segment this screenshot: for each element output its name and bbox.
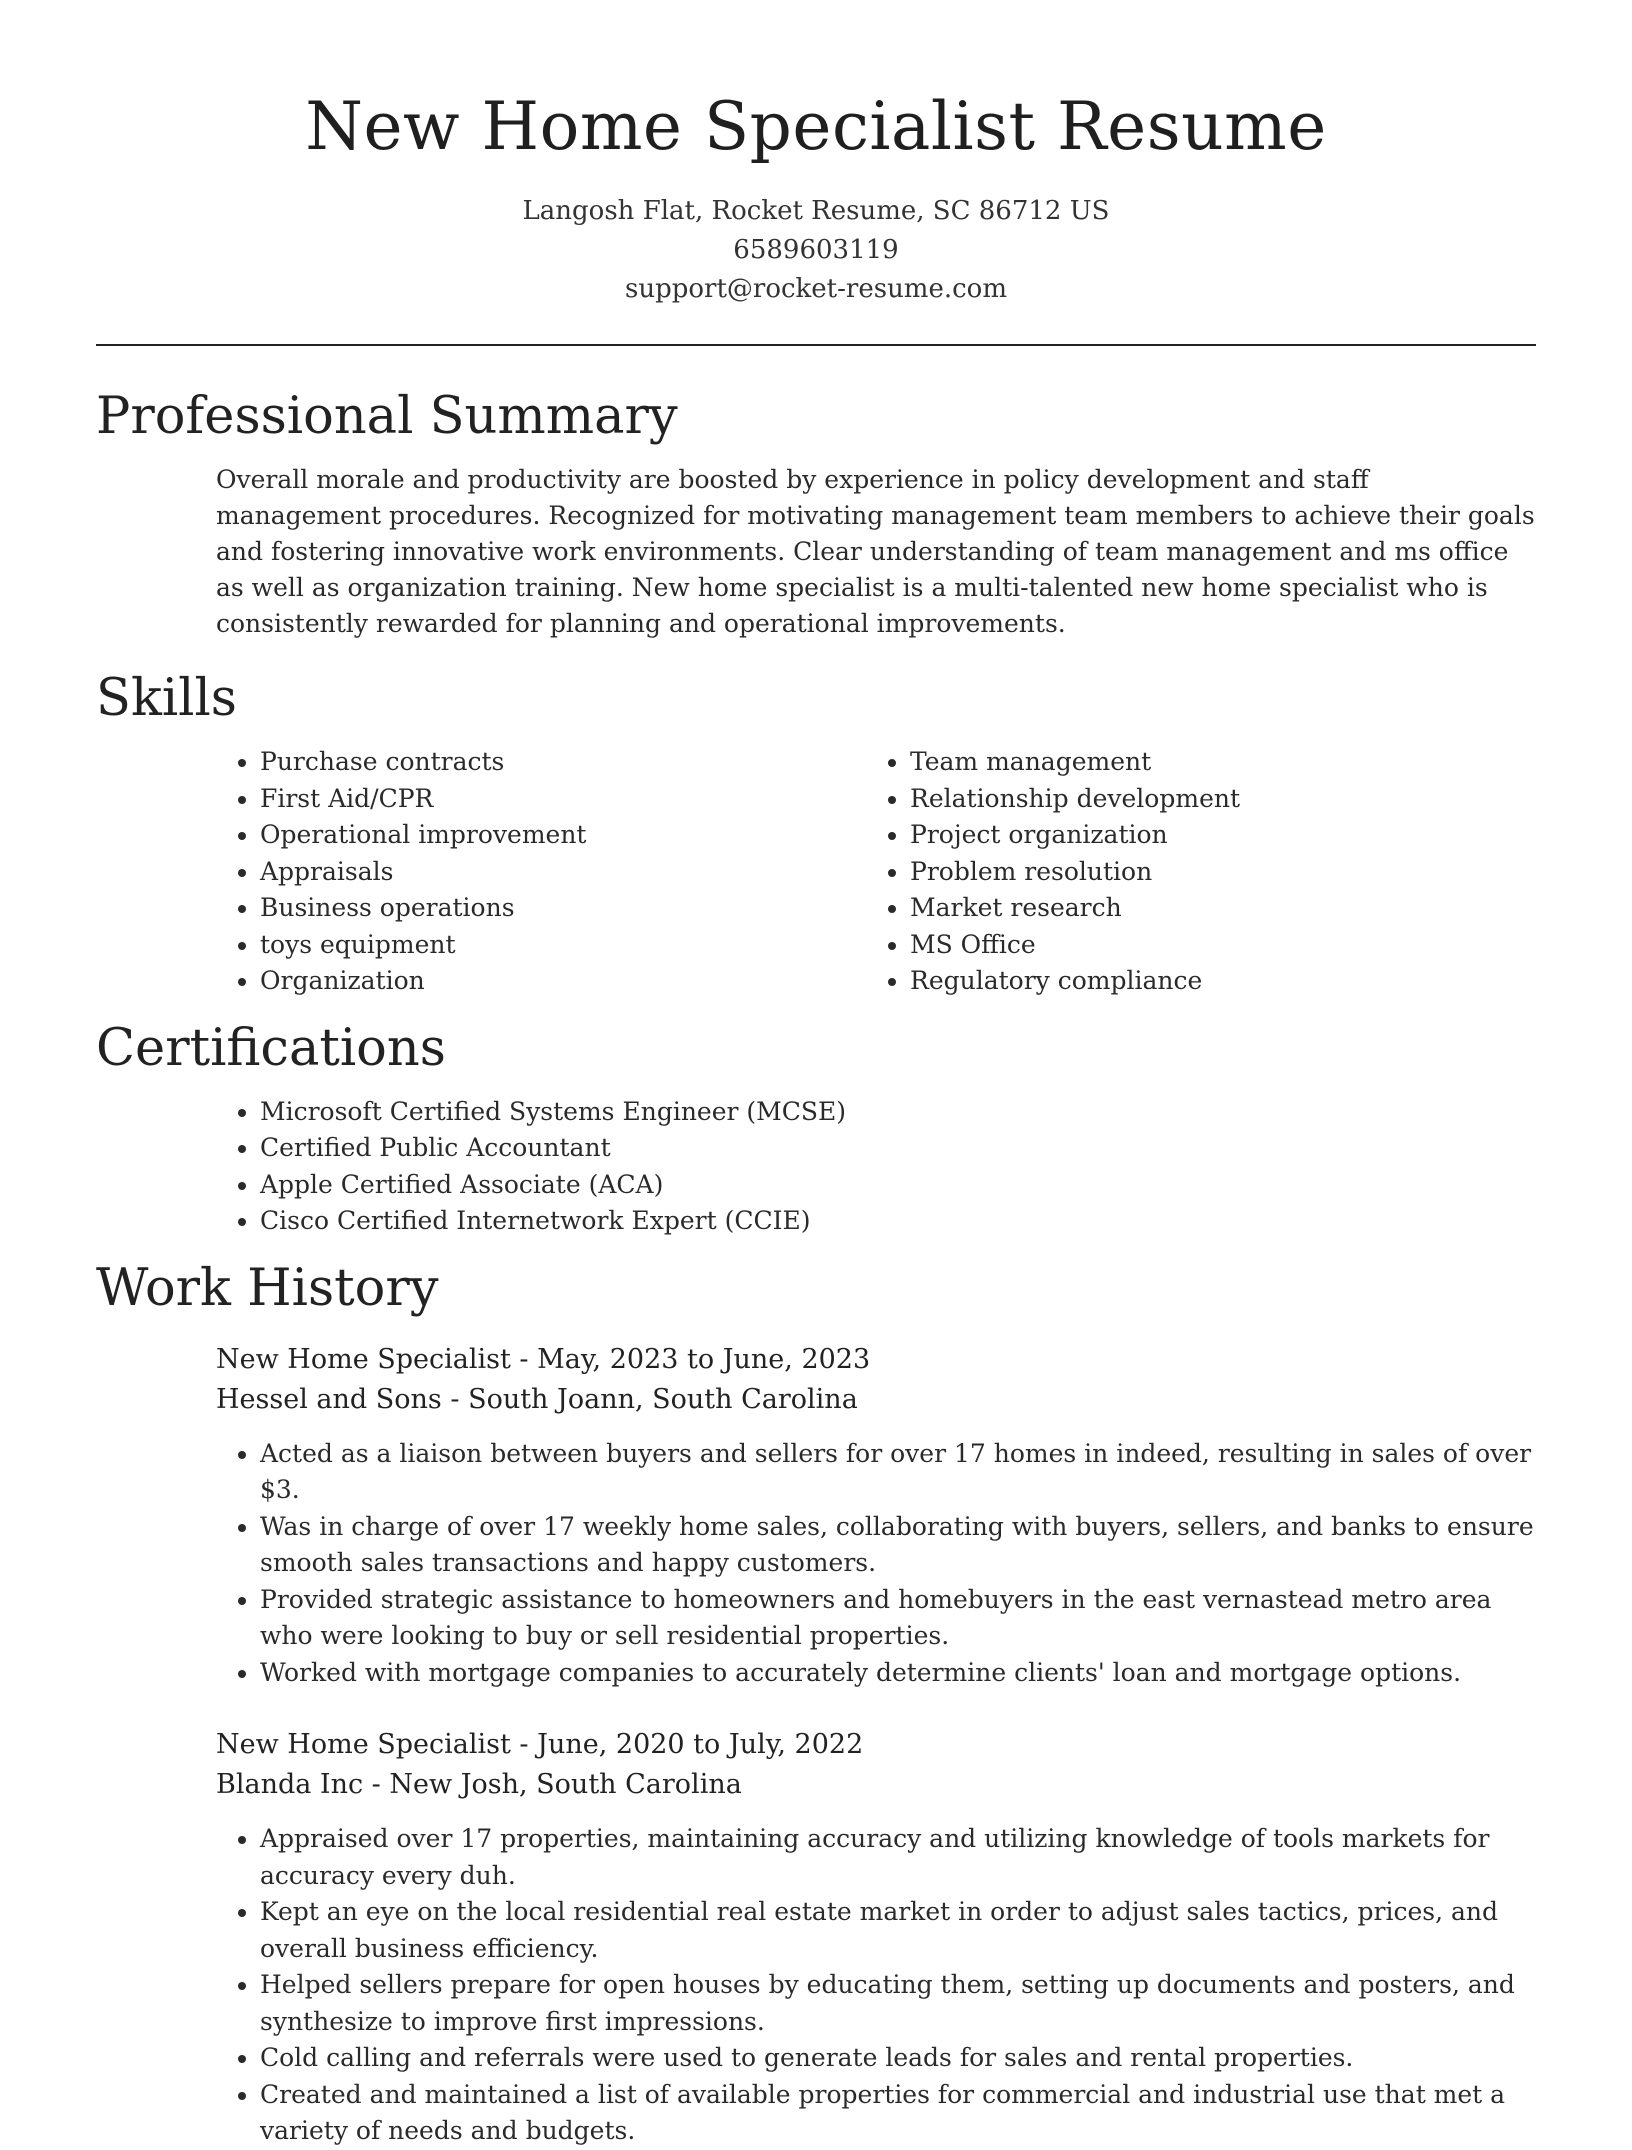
job-title-line: New Home Specialist - June, 2020 to July, 2022 [216, 1729, 864, 1760]
job-bullets [216, 1821, 1536, 2150]
skill-item: • toys equipment [260, 927, 866, 964]
summary-heading: Professional Summary [96, 387, 678, 446]
skill-item: • Purchase contracts [260, 744, 866, 781]
contact-email: support@rocket-resume.com [624, 274, 1007, 304]
job-company-line: Hessel and Sons - South Joann, South Carolina [216, 1383, 858, 1415]
skills-list-left [216, 744, 866, 1000]
job-bullet: • Helped sellers prepare for open houses by educating them, setting up documents and posters, and synthesize to improve first impressions. [260, 1967, 1536, 2040]
certification-item: • Certified Public Accountant [260, 1130, 1536, 1167]
skill-item: • Regulatory compliance [910, 963, 1516, 1000]
job-bullet: • Acted as a liaison between buyers and sellers for over 17 homes in indeed, resulting in sales of over $3. [260, 1436, 1536, 1509]
skill-item: • Organization [260, 963, 866, 1000]
skills-columns [216, 744, 1536, 1000]
skill-item: • Market research [910, 890, 1516, 927]
job-title-line: New Home Specialist - May, 2023 to June, 2023 [216, 1343, 871, 1375]
skill-item: • Team management [910, 744, 1516, 781]
summary-text: Overall morale and productivity are boosted by experience in policy development and staff management procedures. Recognized for motivating management team members to achieve their goals and fostering innovative work environments. Clear understanding of team management and ms office as well as organization training. New home specialist is a multi-talented new home specialist who is consistently rewarded for planning and operational improvements. [216, 465, 1535, 638]
skill-item: • Appraisals [260, 854, 866, 891]
contact-phone: 6589603119 [733, 235, 899, 265]
certifications-list [216, 1094, 1536, 1240]
job-bullet: • Kept an eye on the local residential real estate market in order to adjust sales tactics, prices, and overall business efficiency. [260, 1894, 1536, 1967]
certification-item: • Cisco Certified Internetwork Expert (CCIE) [260, 1203, 1536, 1240]
contact-address: Langosh Flat, Rocket Resume, SC 86712 US [522, 196, 1110, 226]
contact-block [96, 192, 1536, 309]
job-company-line: Blanda Inc - New Josh, South Carolina [216, 1769, 742, 1800]
skill-item: • Project organization [910, 817, 1516, 854]
job-bullet: • Provided strategic assistance to homeowners and homebuyers in the east vernastead metro area who were looking to buy or sell residential properties. [260, 1582, 1536, 1655]
resume-page [96, 0, 1536, 2150]
skill-item: • Problem resolution [910, 854, 1516, 891]
skills-list-right [866, 744, 1516, 1000]
resume-title: New Home Specialist Resume [305, 88, 1327, 165]
job-bullet: • Created and maintained a list of available properties for commercial and industrial use that met a variety of needs and budgets. [260, 2077, 1536, 2150]
job-bullet: • Worked with mortgage companies to accurately determine clients' loan and mortgage options. [260, 1655, 1536, 1692]
skill-item: • Business operations [260, 890, 866, 927]
job-bullet: • Cold calling and referrals were used to generate leads for sales and rental properties. [260, 2040, 1536, 2077]
job-bullet: • Was in charge of over 17 weekly home sales, collaborating with buyers, sellers, and banks to ensure smooth sales transactions and happy customers. [260, 1509, 1536, 1582]
skill-item: • Relationship development [910, 781, 1516, 818]
skill-item: • MS Office [910, 927, 1516, 964]
skills-heading: Skills [96, 669, 237, 728]
certifications-heading: Certifications [96, 1018, 446, 1078]
certification-item: • Apple Certified Associate (ACA) [260, 1167, 1536, 1204]
job-entry [216, 1725, 1536, 2150]
skill-item: • First Aid/CPR [260, 781, 866, 818]
job-bullet: • Appraised over 17 properties, maintaining accuracy and utilizing knowledge of tools markets for accuracy every duh. [260, 1821, 1536, 1894]
job-bullets [216, 1436, 1536, 1692]
skill-item: • Operational improvement [260, 817, 866, 854]
job-entry [216, 1340, 1536, 1692]
header-divider [96, 344, 1536, 346]
work-history-heading: Work History [96, 1258, 439, 1318]
certification-item: • Microsoft Certified Systems Engineer (MCSE) [260, 1094, 1536, 1131]
